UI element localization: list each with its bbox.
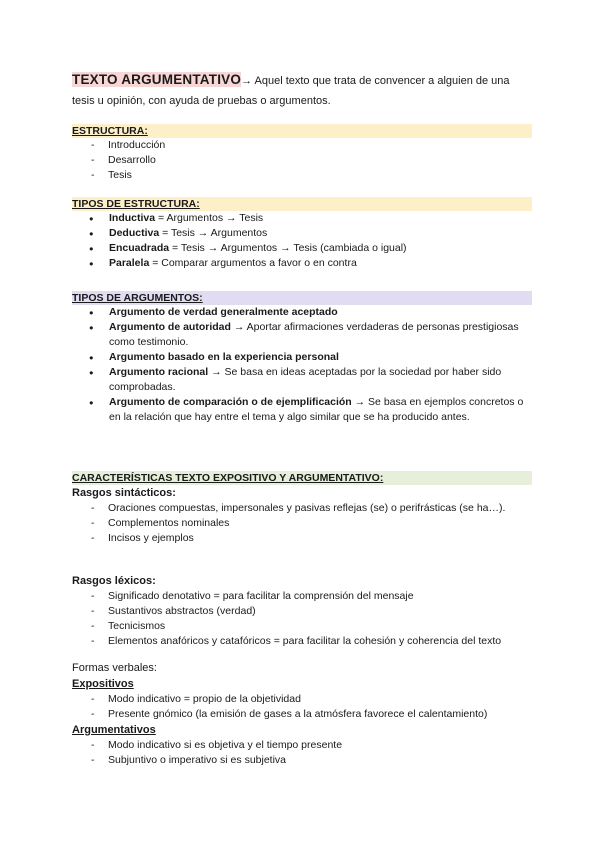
item-term: Paralela [109, 257, 150, 269]
item-term: Deductiva [109, 227, 160, 239]
item-term: Argumento de comparación o de ejemplificación [109, 396, 352, 408]
document-title: TEXTO ARGUMENTATIVO [72, 72, 242, 87]
item-term: Inductiva [109, 212, 156, 224]
list-item [72, 226, 532, 241]
tipos-argumentos-heading: TIPOS DE ARGUMENTOS: [72, 291, 532, 305]
item-text: = Tesis → Argumentos [159, 227, 268, 239]
list-item: - Complementos nominales [72, 516, 532, 531]
rasgos-lexicos-label: Rasgos léxicos: [72, 575, 156, 587]
tipos-estructura-section [72, 197, 532, 271]
expositivos-list [72, 692, 532, 722]
item-text: → Se basa en ejemplos concretos o en la relación que hay entre el tema y algo similar que se ha producido antes. [109, 396, 524, 423]
argumentativos-list [72, 738, 532, 768]
caracteristicas-heading: CARACTERÍSTICAS TEXTO EXPOSITIVO Y ARGUMENTATIVO: [72, 471, 532, 485]
list-item: - Elementos anafóricos y catafóricos = para facilitar la cohesión y coherencia del texto [72, 634, 532, 649]
argumentativos-label: Argumentativos [72, 724, 156, 736]
list-item [72, 256, 532, 271]
estructura-list [72, 138, 532, 183]
list-item [72, 395, 532, 425]
list-item: - Presente gnómico (la emisión de gases a la atmósfera favorece el calentamiento) [72, 707, 532, 722]
item-text: = Argumentos → Tesis [155, 212, 264, 224]
list-item [72, 305, 532, 320]
estructura-section [72, 124, 532, 183]
list-item [72, 320, 532, 350]
formas-verbales-section [72, 660, 532, 768]
rasgos-sintacticos-label: Rasgos sintácticos: [72, 487, 176, 499]
item-text: → Aportar afirmaciones verdaderas de personas prestigiosas como testimonio. [109, 321, 519, 348]
list-item: - Sustantivos abstractos (verdad) [72, 604, 532, 619]
item-term: Argumento de verdad generalmente aceptado [109, 306, 338, 318]
list-item [72, 350, 532, 365]
list-item: - Desarrollo [72, 153, 532, 168]
list-item: - Introducción [72, 138, 532, 153]
list-item [72, 365, 532, 395]
estructura-heading: ESTRUCTURA: [72, 124, 532, 138]
list-item: - Tecnicismos [72, 619, 532, 634]
list-item: - Tesis [72, 168, 532, 183]
tipos-estructura-list [72, 211, 532, 271]
formas-verbales-label: Formas verbales: [72, 662, 157, 674]
list-item: - Subjuntivo o imperativo si es subjetiva [72, 753, 532, 768]
tipos-estructura-heading: TIPOS DE ESTRUCTURA: [72, 197, 532, 211]
list-item [72, 241, 532, 256]
caracteristicas-section [72, 471, 532, 546]
list-item: - Oraciones compuestas, impersonales y pasivas reflejas (se) o perifrásticas (se ha…). [72, 501, 532, 516]
list-item: - Modo indicativo si es objetiva y el tiempo presente [72, 738, 532, 753]
rasgos-sintacticos-list [72, 501, 532, 546]
item-term: Encuadrada [109, 242, 170, 254]
expositivos-label: Expositivos [72, 678, 134, 690]
tipos-argumentos-section [72, 291, 532, 425]
list-item: - Modo indicativo = propio de la objetividad [72, 692, 532, 707]
tipos-argumentos-list [72, 305, 532, 425]
intro-definition: → Aquel texto que trata de convencer a alguien de una tesis u opinión, con ayuda de pruebas o argumentos. [72, 75, 510, 107]
list-item: - Significado denotativo = para facilitar la comprensión del mensaje [72, 589, 532, 604]
list-item [72, 211, 532, 226]
item-term: Argumento de autoridad [109, 321, 231, 333]
item-text: = Comparar argumentos a favor o en contra [149, 257, 357, 269]
item-term: Argumento basado en la experiencia personal [109, 351, 339, 363]
list-item: - Incisos y ejemplos [72, 531, 532, 546]
item-text: → Se basa en ideas aceptadas por la sociedad por haber sido comprobadas. [109, 366, 502, 393]
item-text: = Tesis → Argumentos → Tesis (cambiada o igual) [169, 242, 407, 254]
intro-paragraph [72, 70, 532, 111]
item-term: Argumento racional [109, 366, 209, 378]
rasgos-lexicos-section [72, 573, 532, 649]
rasgos-lexicos-list [72, 589, 532, 649]
